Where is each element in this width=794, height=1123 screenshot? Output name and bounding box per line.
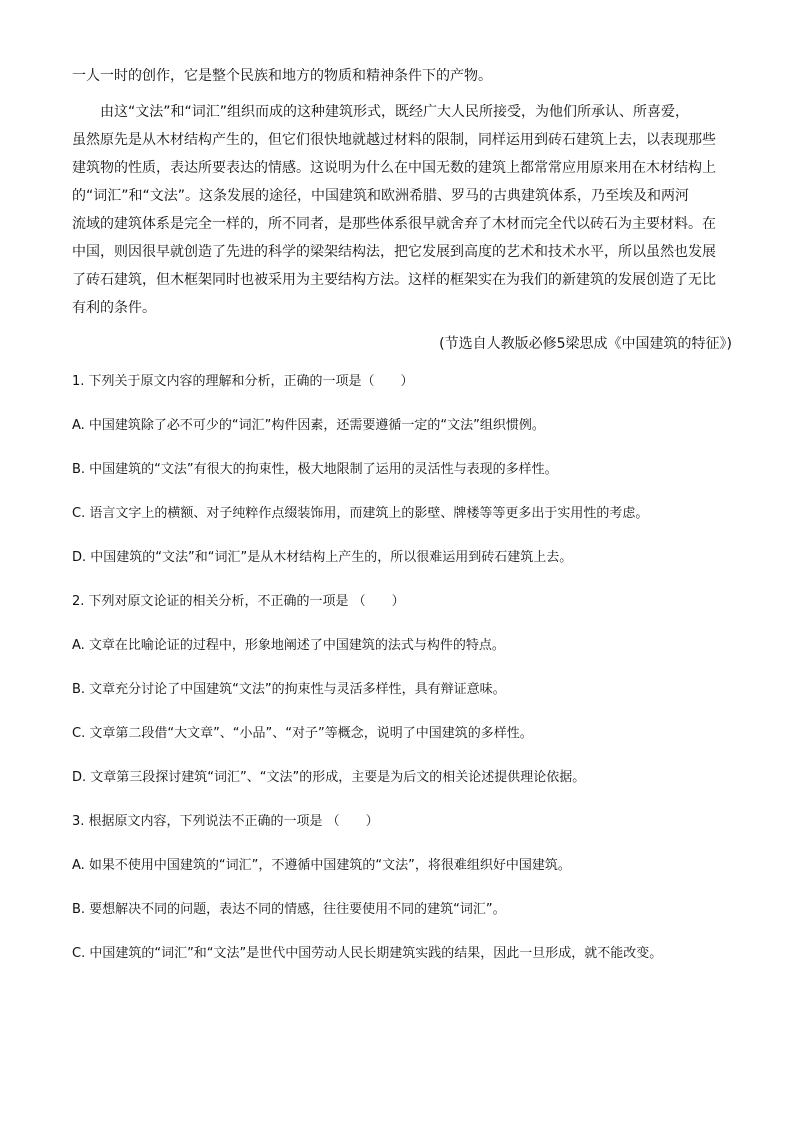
- question-2-option-c[interactable]: C. 文章第二段借“大文章”、“小品”、“对子”等概念，说明了中国建筑的多样性。: [72, 726, 533, 741]
- question-2-option-d[interactable]: D. 文章第三段探讨建筑“词汇”、“文法”的形成，主要是为后文的相关论述提供理论依据。: [72, 770, 586, 785]
- passage-paragraph-2-line-5: 流域的建筑体系是完全一样的，所不同者，是那些体系很早就舍弃了木材而完全代以砖石为主要材料。在: [72, 216, 716, 232]
- question-3-stem: 3. 根据原文内容，下列说法不正确的一项是 （ ）: [72, 814, 379, 829]
- question-3-option-a[interactable]: A. 如果不使用中国建筑的“词汇”，不遵循中国建筑的“文法”，将很难组织好中国建筑。: [72, 858, 571, 873]
- passage-paragraph-2-line-2: 虽然原先是从木材结构产生的，但它们很快地就越过材料的限制，同样运用到砖石建筑上去，以表现那些: [72, 132, 716, 148]
- passage: [72, 62, 732, 358]
- question-2-option-b[interactable]: B. 文章充分讨论了中国建筑“文法”的拘束性与灵活多样性，具有辩证意味。: [72, 682, 506, 697]
- question-1-option-a[interactable]: A. 中国建筑除了必不可少的“词汇”构件因素，还需要遵循一定的“文法”组织惯例。: [72, 418, 545, 433]
- question-1-option-c[interactable]: C. 语言文字上的横额、对子纯粹作点缀装饰用，而建筑上的影壁、牌楼等等更多出于实用性的考虑。: [72, 506, 649, 521]
- passage-paragraph-2-line-4: 的“词汇”和“文法”。这条发展的途径，中国建筑和欧洲希腊、罗马的古典建筑体系，乃至埃及和两河: [72, 188, 690, 204]
- passage-paragraph-2: [72, 98, 732, 322]
- passage-source: (节选自人教版必修5梁思成《中国建筑的特征》): [439, 336, 732, 352]
- question-2-option-a[interactable]: A. 文章在比喻论证的过程中，形象地阐述了中国建筑的法式与构件的特点。: [72, 638, 505, 653]
- passage-paragraph-2-line-6: 中国，则因很早就创造了先进的科学的梁架结构法，把它发展到高度的艺术和技术水平，所以虽然也发展: [72, 244, 716, 260]
- question-3-option-b[interactable]: B. 要想解决不同的问题，表达不同的情感，往往要使用不同的建筑“词汇”。: [72, 902, 506, 917]
- passage-paragraph-1-line-1: 一人一时的创作，它是整个民族和地方的物质和精神条件下的产物。: [72, 68, 492, 84]
- question-3-option-c[interactable]: C. 中国建筑的“词汇”和“文法”是世代中国劳动人民长期建筑实践的结果，因此一旦形成，就不能改变。: [72, 946, 663, 961]
- passage-paragraph-2-line-8: 有利的条件。: [72, 300, 156, 316]
- document-page: [72, 62, 732, 964]
- question-1-option-d[interactable]: D. 中国建筑的“文法”和“词汇”是从木材结构上产生的，所以很难运用到砖石建筑上去。: [72, 550, 573, 565]
- question-1-stem: 1. 下列关于原文内容的理解和分析，正确的一项是（ ）: [72, 374, 414, 389]
- question-1-option-b[interactable]: B. 中国建筑的“文法”有很大的拘束性，极大地限制了运用的灵活性与表现的多样性。: [72, 462, 558, 477]
- question-2-stem: 2. 下列对原文论证的相关分析，不正确的一项是 （ ）: [72, 594, 405, 609]
- passage-paragraph-2-line-3: 建筑物的性质，表达所要表达的情感。这说明为什么在中国无数的建筑上都常常应用原来用在木材结构上: [72, 160, 716, 176]
- passage-paragraph-2-line-1: 由这“文法”和“词汇”组织而成的这种建筑形式，既经广大人民所接受，为他们所承认、所喜爱，: [100, 104, 690, 120]
- passage-paragraph-2-line-7: 了砖石建筑，但木框架同时也被采用为主要结构方法。这样的框架实在为我们的新建筑的发展创造了无比: [72, 272, 716, 288]
- question-list: [72, 372, 732, 964]
